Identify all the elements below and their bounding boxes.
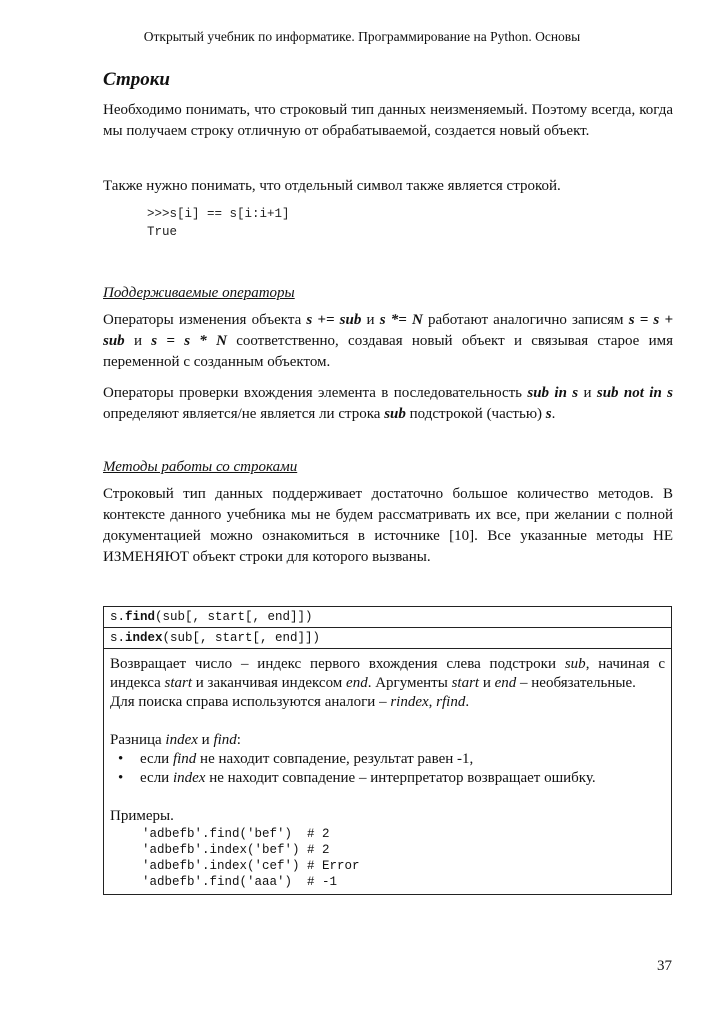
code-line: >>>s[i] == s[i:i+1] <box>147 207 290 221</box>
subheading-operators: Поддерживаемые операторы <box>103 285 295 301</box>
example-line: 'adbefb'.find('bef') # 2 <box>142 827 330 841</box>
page-number: 37 <box>657 958 672 974</box>
method-table <box>103 606 672 895</box>
paragraph-methods: Строковый тип данных поддерживает достаточно большое количество методов. В контексте данного учебника мы не будем рассматривать их все, при желании с полной документацией можно ознакомиться в источнике [10]. Все указанные методы НЕ ИЗМЕНЯЮТ объект строки для которого вызваны. <box>103 486 673 565</box>
example-line: 'adbefb'.index('cef') # Error <box>142 859 360 873</box>
code-output: True <box>147 225 178 239</box>
bullet-index: • если index не находит совпадение – интерпретатор возвращает ошибку. <box>110 769 665 788</box>
paragraph-membership: Операторы проверки вхождения элемента в последовательность sub in s и sub not in s определяют является/не является ли строка sub подстрокой (частью) s. <box>103 385 673 422</box>
table-row-index: s.index(sub[, start[, end]]) <box>104 628 671 649</box>
examples-label: Примеры. <box>110 808 174 824</box>
code-example <box>147 205 290 241</box>
example-line: 'adbefb'.index('bef') # 2 <box>142 843 330 857</box>
section-title: Строки <box>103 69 170 90</box>
paragraph-operators: Операторы изменения объекта s += sub и s *= N работают аналогично записям s = s + sub и s = s * N соответственно, создавая новый объект и связывая старое имя переменной с созданным объектом. <box>103 312 673 370</box>
desc-right-search: Для поиска справа используются аналоги – rindex, rfind. <box>110 694 470 710</box>
desc-difference: Разница index и find: <box>110 732 241 748</box>
subheading-methods: Методы работы со строками <box>103 459 298 475</box>
paragraph-immutable: Необходимо понимать, что строковый тип данных неизменяемый. Поэтому всегда, когда мы получаем строку отличную от обрабатываемой, создается новый объект. <box>103 102 673 139</box>
running-header: Открытый учебник по информатике. Программирование на Python. Основы <box>143 29 581 44</box>
example-line: 'adbefb'.find('aaa') # -1 <box>142 875 338 889</box>
bullet-find: • если find не находит совпадение, результат равен -1, <box>110 750 665 769</box>
desc-returns: Возвращает число – индекс первого вхождения слева подстроки sub, начиная с индекса start и заканчивая индексом end. Аргументы start и end – необязательные. <box>110 656 665 691</box>
paragraph-char-string: Также нужно понимать, что отдельный символ также является строкой. <box>103 178 561 194</box>
table-description <box>104 649 671 894</box>
table-row-find: s.find(sub[, start[, end]]) <box>104 607 671 628</box>
